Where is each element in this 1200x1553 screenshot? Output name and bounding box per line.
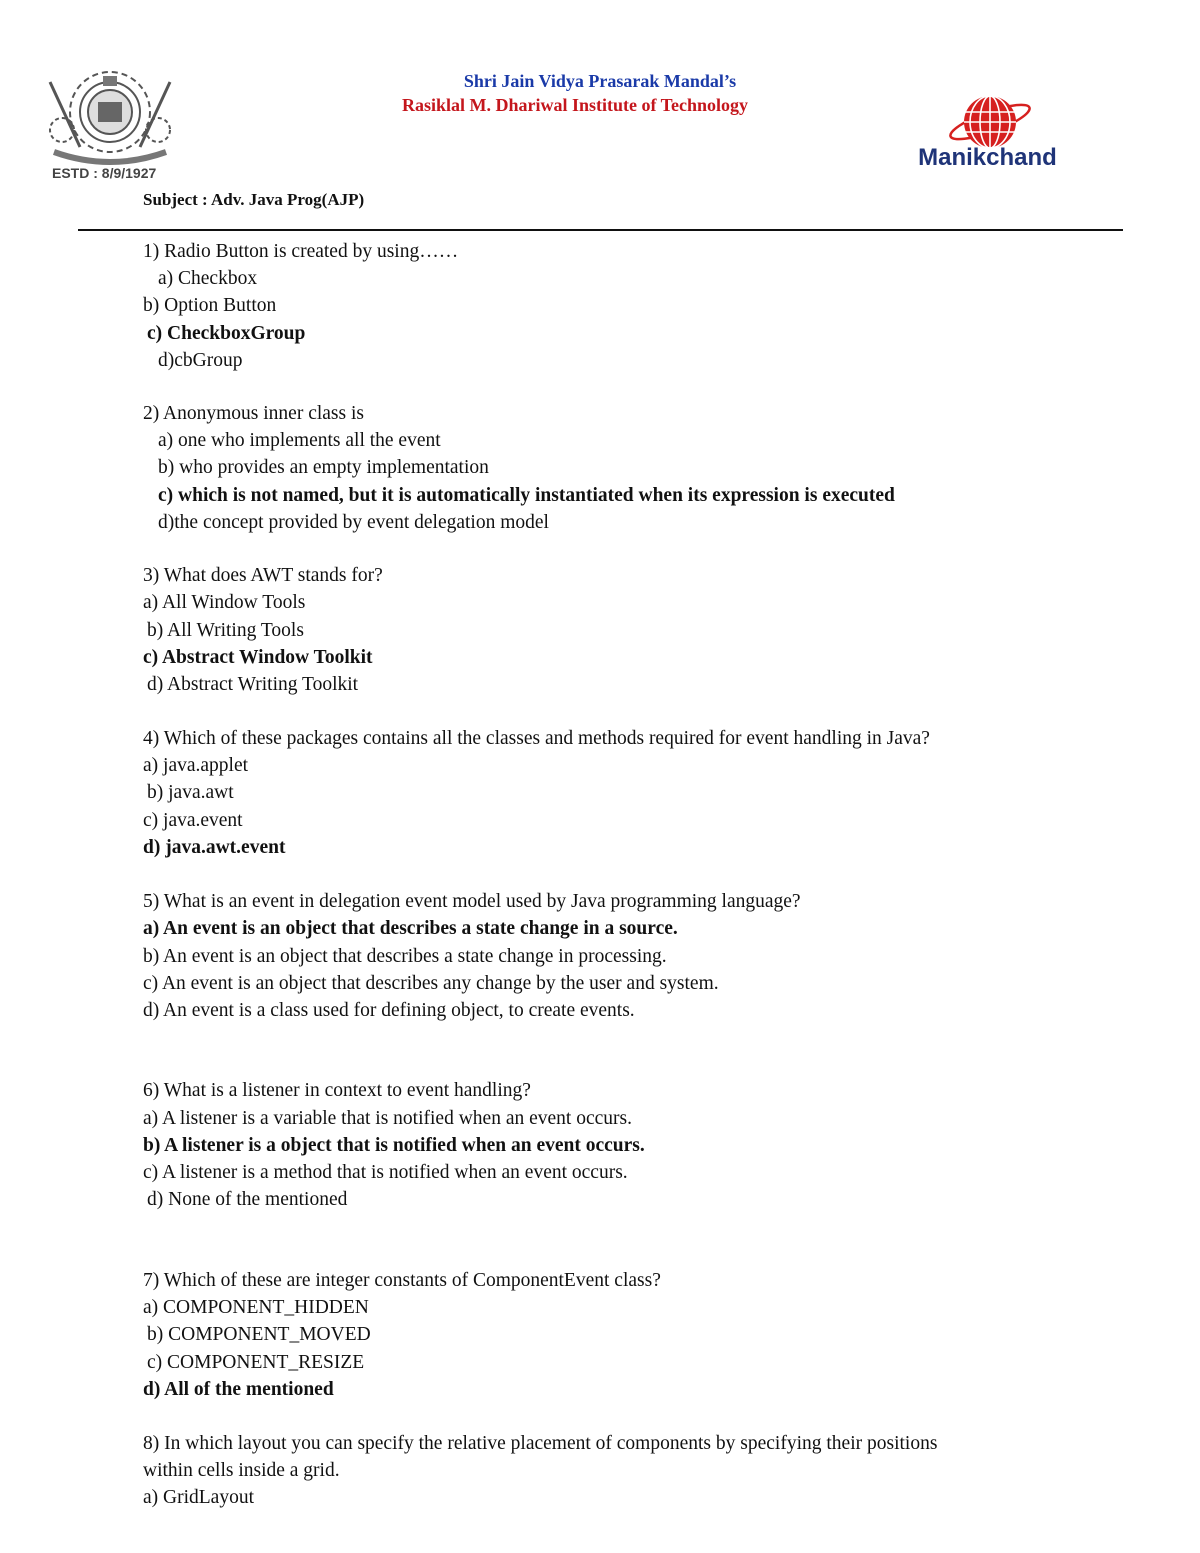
established-date: ESTD : 8/9/1927 [52,165,157,181]
institute-name: Rasiklal M. Dhariwal Institute of Technology [401,95,749,115]
question-text: 6) What is a listener in context to event handling? [143,1080,531,1101]
option-text: b) An event is an object that describes a state change in processing. [143,946,667,967]
option-text: d) An event is a class used for defining object, to create events. [143,1000,635,1021]
option-text: b) java.awt [147,782,234,803]
globe-icon [945,92,1035,152]
question-text: 7) Which of these are integer constants of ComponentEvent class? [143,1270,661,1291]
option-text: b) COMPONENT_MOVED [147,1324,371,1345]
option-text: d) None of the mentioned [147,1189,348,1210]
option-text: a) COMPONENT_HIDDEN [143,1297,369,1318]
option-text: a) java.applet [143,755,249,776]
correct-option-text: c) which is not named, but it is automatically instantiated when its expression is executed [158,485,895,506]
correct-option-text: a) An event is an object that describes a state change in a source. [143,918,678,939]
correct-option-text: c) CheckboxGroup [147,323,306,344]
question-text: 4) Which of these packages contains all the classes and methods required for event handling in Java? [143,728,930,749]
brand-name: Manikchand [918,144,1057,171]
option-text: d)cbGroup [158,350,243,371]
organization-name: Shri Jain Vidya Prasarak Mandal’s [463,71,737,91]
correct-option-text: d) All of the mentioned [143,1379,334,1400]
option-text: b) who provides an empty implementation [158,457,489,478]
option-text: a) A listener is a variable that is notified when an event occurs. [143,1108,632,1129]
option-text: c) COMPONENT_RESIZE [147,1352,365,1373]
correct-option-text: b) A listener is a object that is notified when an event occurs. [143,1135,645,1156]
option-text: d)the concept provided by event delegation model [158,512,549,533]
option-text: b) All Writing Tools [147,620,304,641]
subject-title: Subject : Adv. Java Prog(AJP) [143,190,365,209]
question-text: 1) Radio Button is created by using…… [143,241,459,262]
option-text: c) java.event [143,810,243,831]
correct-option-text: d) java.awt.event [143,837,286,858]
question-text: 2) Anonymous inner class is [143,403,364,424]
option-text: d) Abstract Writing Toolkit [147,674,359,695]
question-text: 3) What does AWT stands for? [143,565,383,586]
question-text-continued: within cells inside a grid. [143,1460,340,1481]
question-text: 5) What is an event in delegation event model used by Java programming language? [143,891,801,912]
option-text: a) Checkbox [158,268,258,289]
question-text: 8) In which layout you can specify the relative placement of components by specifying their positions [143,1433,938,1454]
option-text: c) An event is an object that describes any change by the user and system. [143,973,719,994]
header-divider [78,229,1123,231]
option-text: c) A listener is a method that is notified when an event occurs. [143,1162,628,1183]
option-text: b) Option Button [143,295,277,316]
brand-logo [905,92,1085,182]
option-text: a) All Window Tools [143,592,306,613]
option-text: a) GridLayout [143,1487,255,1508]
correct-option-text: c) Abstract Window Toolkit [143,647,373,668]
option-text: a) one who implements all the event [158,430,441,451]
